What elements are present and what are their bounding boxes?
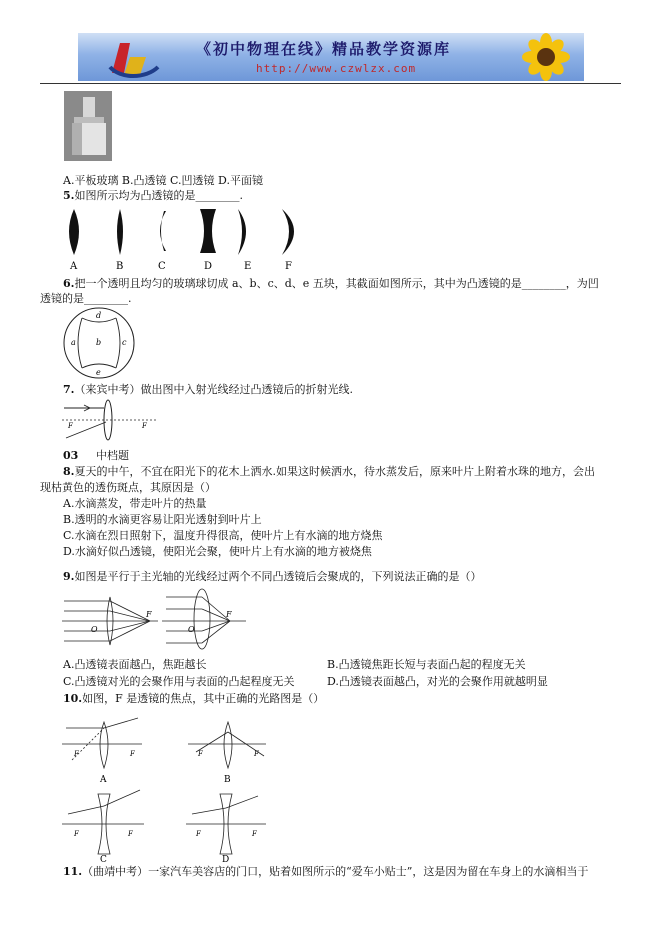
q6-label-b: b bbox=[96, 338, 102, 347]
q5-label-d: D bbox=[204, 261, 213, 272]
q10-number: 10. bbox=[63, 692, 83, 705]
q8-number: 8. bbox=[63, 465, 75, 478]
q10-raypath-figure bbox=[60, 716, 280, 862]
q7-lens-figure bbox=[62, 398, 162, 444]
q10-question: 如图，F 是透镜的焦点，其中正确的光路图是（） bbox=[82, 692, 325, 705]
svg-text:F: F bbox=[142, 422, 147, 430]
q10-focus-d2: F bbox=[252, 830, 257, 838]
sunflower-icon bbox=[508, 33, 584, 81]
q10-focus-b1: F bbox=[198, 750, 203, 758]
q9-option-b: B.凸透镜焦距长短与表面凸起的程度无关 bbox=[327, 658, 526, 671]
q5-number: 5. bbox=[63, 189, 75, 202]
q5-label-f: F bbox=[285, 261, 292, 272]
banner-url[interactable]: http://www.czwlzx.com bbox=[256, 62, 417, 75]
q11-question: （曲靖中考）一家汽车美容店的门口，贴着如图所示的“爱车小贴士”，这是因为留在车身上的水滴相当于 bbox=[82, 865, 589, 878]
q10-focus-d1: F bbox=[196, 830, 201, 838]
q8-option-b: B.透明的水滴更容易让阳光透射到叶片上 bbox=[63, 513, 262, 526]
q10-label-d: D bbox=[222, 855, 230, 862]
q7-question: （来宾中考）做出图中入射光线经过凸透镜后的折射光线. bbox=[74, 383, 353, 396]
q11-number: 11. bbox=[63, 865, 83, 878]
q8-option-d: D.水滴好似凸透镜，使阳光会聚，使叶片上有水滴的地方被烧焦 bbox=[63, 545, 372, 558]
q6-label-d: d bbox=[96, 311, 102, 320]
q9-question: 如图是平行于主光轴的光线经过两个不同凸透镜后会聚成的，下列说法正确的是（） bbox=[74, 570, 482, 583]
q10-focus-c1: F bbox=[74, 830, 79, 838]
header-rule bbox=[40, 83, 621, 84]
section-number: 03 bbox=[63, 449, 79, 462]
q5-label-e: E bbox=[244, 261, 252, 272]
q9-convergence-figure bbox=[62, 585, 248, 651]
q6-question-line1: 把一个透明且均匀的玻璃球切成 a、b、c、d、e 五块，其截面如图所示，其中为凸透镜的是________，为凹 bbox=[74, 277, 599, 290]
q10-focus-a1: F bbox=[74, 750, 79, 758]
q4-options: A.平板玻璃 B.凸透镜 C.凹透镜 D.平面镜 bbox=[63, 174, 263, 187]
q10-label-a: A bbox=[100, 775, 107, 785]
q8-line1 bbox=[63, 465, 595, 479]
q9-number: 9. bbox=[63, 570, 75, 583]
q5-lens-figure bbox=[58, 203, 318, 275]
q5-label-c: C bbox=[158, 261, 166, 272]
q5-label-b: B bbox=[116, 261, 124, 272]
q7-text bbox=[63, 383, 353, 397]
q10-focus-a2: F bbox=[130, 750, 135, 758]
q10-label-b: B bbox=[224, 775, 231, 785]
q10-label-c: C bbox=[100, 855, 107, 862]
svg-text:F: F bbox=[68, 422, 73, 430]
q9-label-o1: O bbox=[91, 625, 98, 634]
q10-text bbox=[63, 692, 324, 706]
header-banner bbox=[78, 33, 584, 81]
q8-option-a: A.水滴蒸发，带走叶片的热量 bbox=[63, 497, 207, 510]
q6-label-a: a bbox=[71, 338, 76, 347]
q9-option-a: A.凸透镜表面越凸，焦距越长 bbox=[63, 658, 207, 671]
q6-label-c: c bbox=[122, 338, 127, 347]
site-logo-icon bbox=[100, 37, 170, 79]
q10-focus-c2: F bbox=[128, 830, 133, 838]
section-title: 中档题 bbox=[96, 449, 129, 462]
q7-number: 7. bbox=[63, 383, 75, 396]
q5-label-a: A bbox=[70, 261, 78, 272]
q5-text bbox=[63, 189, 243, 203]
q5-question: 如图所示均为凸透镜的是________. bbox=[74, 189, 243, 202]
object-photo bbox=[64, 91, 112, 161]
q9-option-c: C.凸透镜对光的会聚作用与表面的凸起程度无关 bbox=[63, 675, 295, 688]
q8-line2: 现枯黄色的透伤斑点，其原因是（） bbox=[40, 481, 216, 494]
q8-question-line1: 夏天的中午，不宜在阳光下的花木上洒水.如果这时候洒水，待水蒸发后，原来叶片上附着水珠的地方，会出 bbox=[74, 465, 595, 478]
q11-text bbox=[63, 865, 588, 879]
q6-line1 bbox=[63, 277, 599, 291]
q6-number: 6. bbox=[63, 277, 75, 290]
q9-option-d: D.凸透镜表面越凸，对光的会聚作用就越明显 bbox=[327, 675, 548, 688]
q10-focus-b2: F bbox=[254, 750, 259, 758]
q6-glass-ball-figure bbox=[62, 306, 138, 380]
q6-line2: 透镜的是________. bbox=[40, 292, 132, 305]
q8-option-c: C.水滴在烈日照射下，温度升得很高，使叶片上有水滴的地方烧焦 bbox=[63, 529, 383, 542]
q9-label-f1: F bbox=[146, 610, 152, 619]
q6-label-e: e bbox=[96, 368, 101, 377]
q9-label-f2: F bbox=[226, 610, 232, 619]
q9-text bbox=[63, 570, 481, 584]
q9-label-o2: O bbox=[188, 625, 195, 634]
banner-title: 《初中物理在线》精品教学资源库 bbox=[196, 40, 452, 58]
